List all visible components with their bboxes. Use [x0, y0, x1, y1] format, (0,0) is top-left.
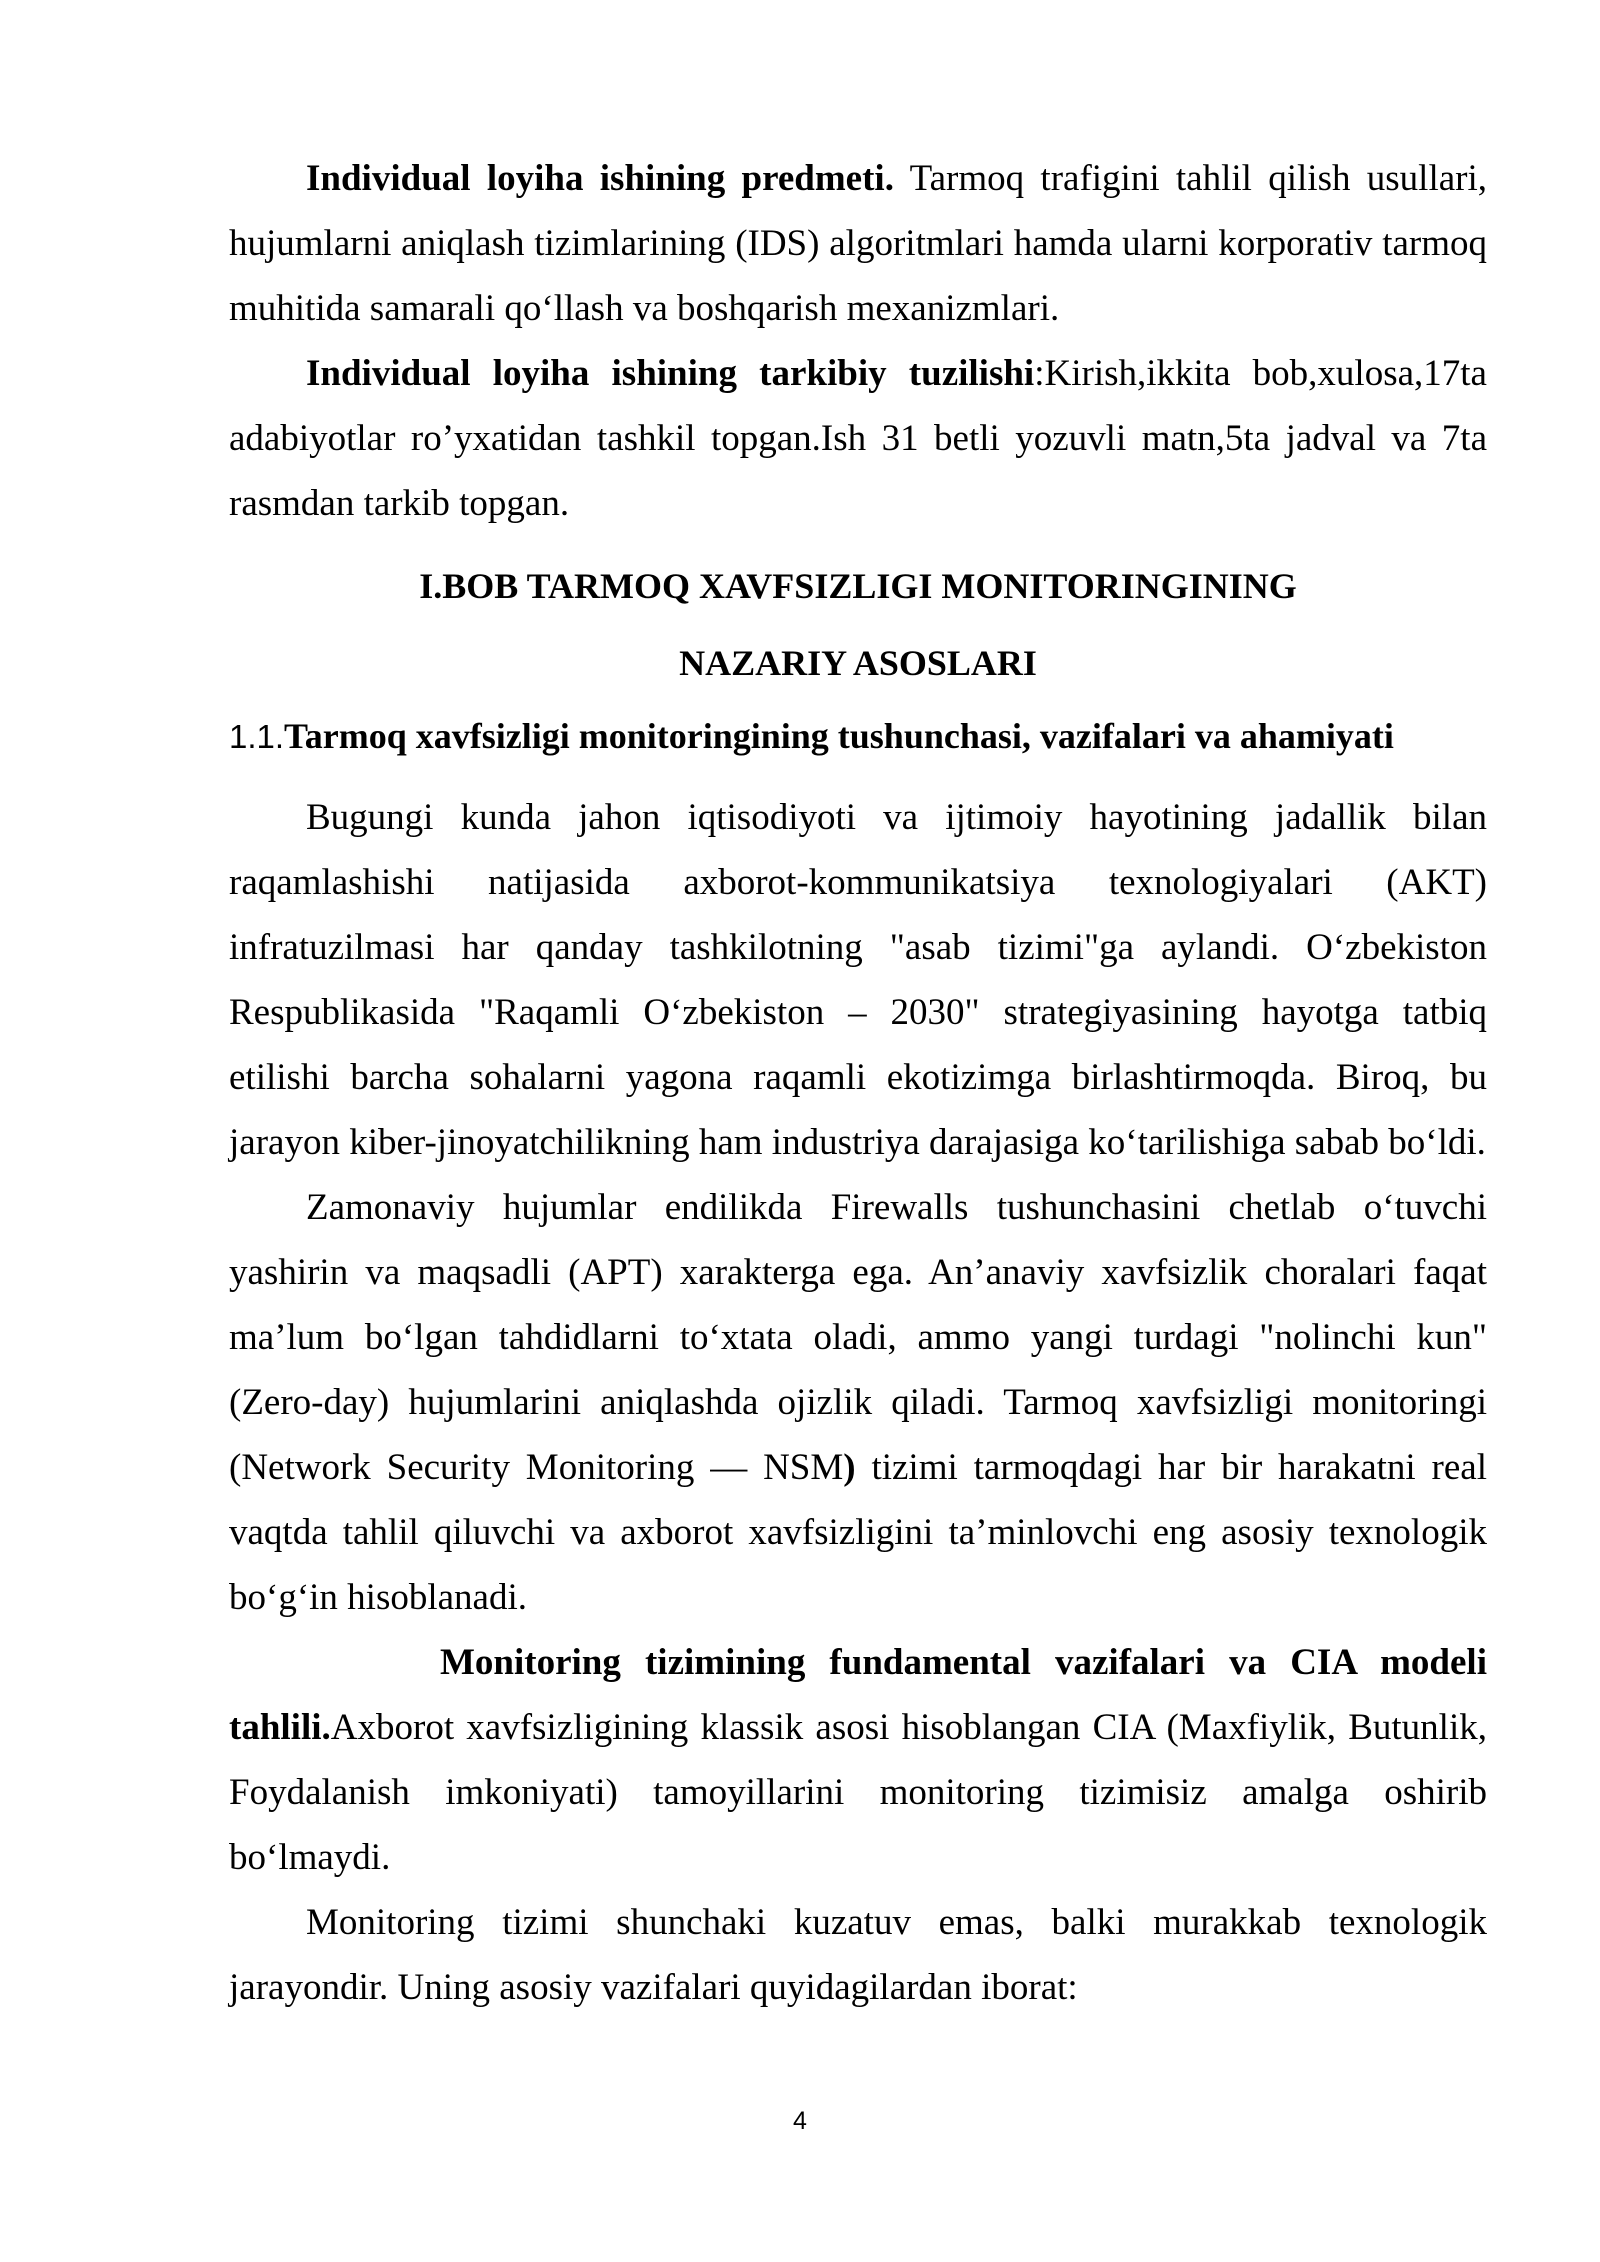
- structure-paragraph: [229, 341, 1487, 536]
- body-paragraph-2: [229, 1175, 1487, 1630]
- subject-label: Individual loyiha ishining predmeti.: [306, 158, 894, 199]
- chapter-title-line-2: NAZARIY ASOSLARI: [679, 643, 1037, 683]
- section-number: 1.1.: [229, 718, 285, 755]
- cia-text: Axborot xavfsizligining klassik asosi hisoblangan CIA (Maxfiylik, Butunlik, Foydalanish imkoniyati) tamoyillarini monitoring tizimisiz amalga oshirib bo‘lmaydi.: [229, 1707, 1487, 1878]
- chapter-title-line-1: I.BOB TARMOQ XAVFSIZLIGI MONITORINGINING: [419, 566, 1297, 606]
- page-content: [229, 146, 1487, 2020]
- structure-label: Individual loyiha ishining tarkibiy tuzilishi: [306, 353, 1035, 394]
- page-number: 4: [793, 2107, 807, 2135]
- subject-text: Tarmoq trafigini tahlil qilish usullari, hujumlarni aniqlash tizimlarining (IDS) algoritmlari hamda ularni korporativ tarmoq muhitida samarali qo‘llash va boshqarish mexanizmlari.: [229, 158, 1487, 329]
- body-paragraph-3: [229, 1630, 1487, 1890]
- subject-paragraph: [229, 146, 1487, 341]
- body-paragraph-2-text: Zamonaviy hujumlar endilikda Firewalls tushunchasini chetlab o‘tuvchi yashirin va maqsadli (APT) xarakterga ega. An’anaviy xavfsizlik choralari faqat ma’lum bo‘lgan tahdidlarni to‘xtata oladi, ammo yangi turdagi "nolinchi kun" (Zero-day) hujumlarini aniqlashda ojizlik qiladi. Tarmoq xavfsizligi monitoringi (Network Security Monitoring — NSM: [229, 1187, 1487, 1488]
- body-paragraph-2-tail: tizimi tarmoqdagi har bir harakatni real vaqtda tahlil qiluvchi va axborot xavfsizligini ta’minlovchi eng asosiy texnologik bo‘g‘in hisoblanadi.: [229, 1447, 1487, 1618]
- body-paragraph-1: Bugungi kunda jahon iqtisodiyoti va ijtimoiy hayotining jadallik bilan raqamlashishi natijasida axborot-kommunikatsiya texnologiyalari (AKT) infratuzilmasi har qanday tashkilotning "asab tizimi"ga aylandi. O‘zbekiston Respublikasida "Raqamli O‘zbekiston – 2030" strategiyasining hayotga tatbiq etilishi barcha sohalarni yagona raqamli ekotizimga birlashtirmoqda. Biroq, bu jarayon kiber-jinoyatchilikning ham industriya darajasiga ko‘tarilishiga sabab bo‘ldi.: [229, 797, 1487, 1163]
- section-heading: [229, 702, 1487, 771]
- body-paragraph-2-paren: ): [843, 1447, 856, 1488]
- cia-heading: Monitoring tizimining fundamental vazifalari va CIA modeli tahlili.: [229, 1642, 1487, 1748]
- body-paragraph-4: Monitoring tizimi shunchaki kuzatuv emas, balki murakkab texnologik jarayondir. Uning asosiy vazifalari quyidagilardan iborat:: [229, 1902, 1487, 2008]
- structure-text: :Kirish,ikkita bob,xulosa,17ta adabiyotlar ro’yxatidan tashkil topgan.Ish 31 betli yozuvli matn,5ta jadval va 7ta rasmdan tarkib topgan.: [229, 353, 1487, 524]
- section-title: Tarmoq xavfsizligi monitoringining tushunchasi, vazifalari va ahamiyati: [284, 716, 1394, 756]
